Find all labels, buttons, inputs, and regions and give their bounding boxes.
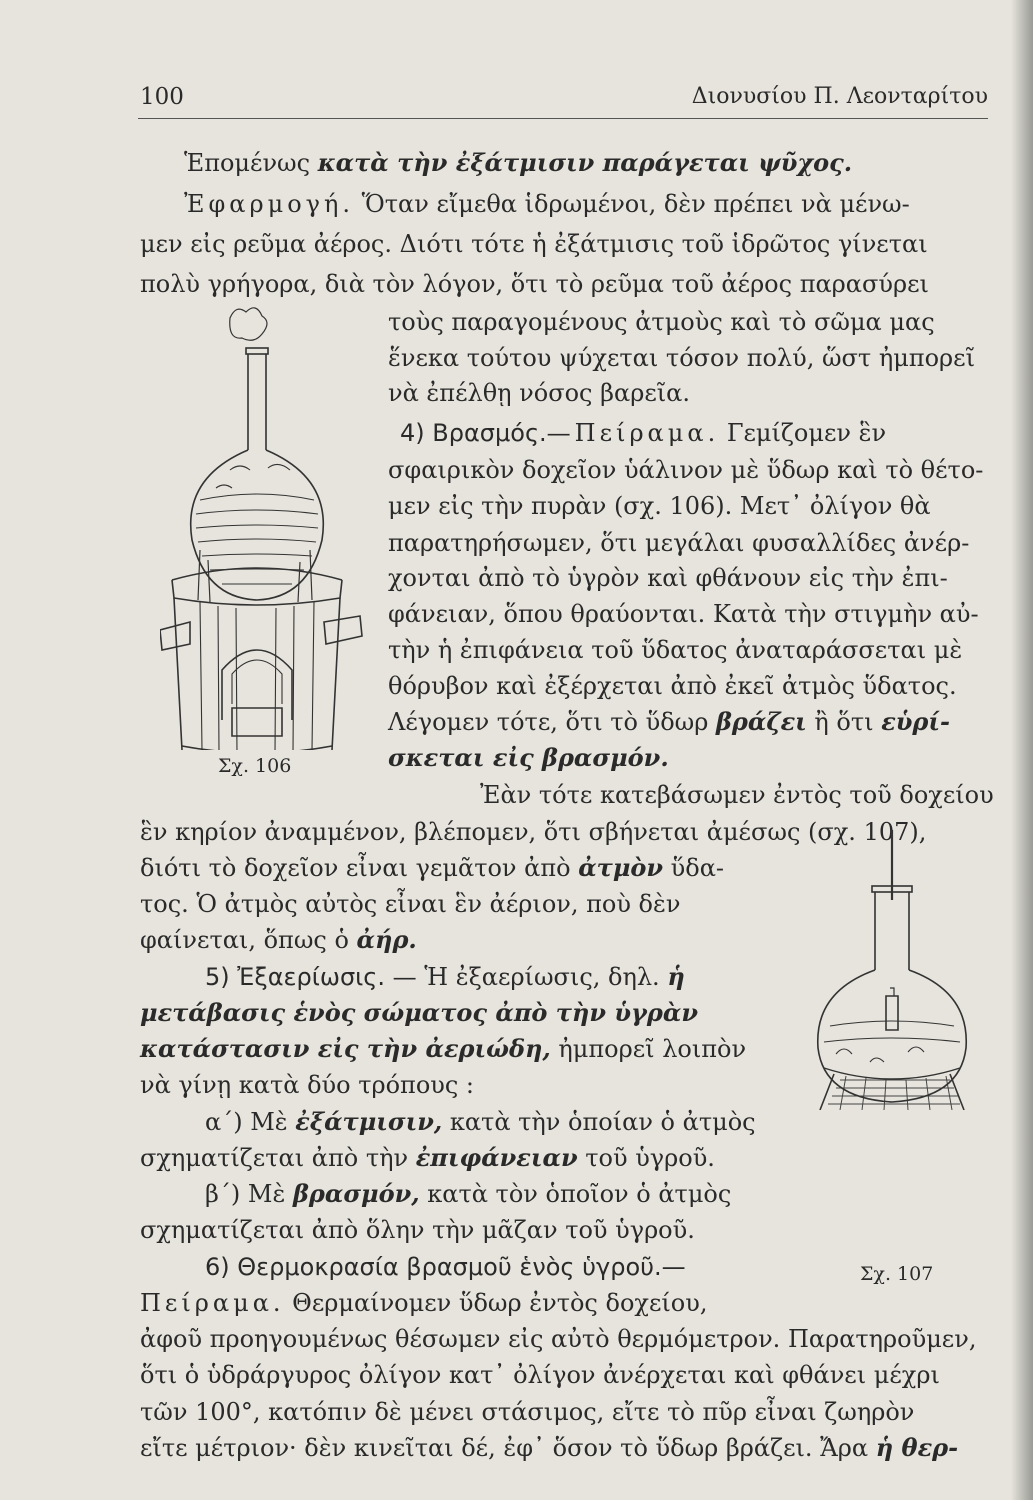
text-line: β΄) Μὲ βρασμόν, κατὰ τὸν ὁποῖον ὁ ἀτμὸς xyxy=(205,1179,732,1208)
text-line: μετάβασις ἑνὸς σώματος ἀπὸ τὴν ὑγρὰν xyxy=(140,998,698,1027)
text-line: τος. Ὁ ἀτμὸς αὐτὸς εἶναι ἓν ἀέριον, ποὺ δὲν xyxy=(140,890,681,918)
text-line: σχηματίζεται ἀπὸ τὴν ἐπιφάνειαν τοῦ ὑγροῦ. xyxy=(140,1143,715,1172)
text-line: α΄) Μὲ ἐξάτμισιν, κατὰ τὴν ὁποίαν ὁ ἀτμὸς xyxy=(205,1107,756,1136)
text-line: τοὺς παραγομένους ἀτμοὺς καὶ τὸ σῶμα μας xyxy=(388,308,935,336)
header-rule xyxy=(138,118,988,119)
running-header-author: Διονυσίου Π. Λεονταρίτου xyxy=(691,84,988,109)
text-line: 5) Ἐξαερίωσις. — Ἡ ἐξαερίωσις, δηλ. ἡ xyxy=(205,962,685,991)
text-line: ἕνεκα τούτου ψύχεται τόσον πολύ, ὥστ ἠμπορεῖ xyxy=(388,344,975,372)
text-line: Ἐφαρμογή. Ὅταν εἴμεθα ἱδρωμένοι, δὲν πρέπει νὰ μένω- xyxy=(184,190,910,218)
text-line: σκεται εἰς βρασμόν. xyxy=(388,743,669,772)
text-line: μεν εἰς τὴν πυρὰν (σχ. 106). Μετ᾽ ὀλίγον θὰ xyxy=(388,492,931,520)
text-line: τῶν 100°, κατόπιν δὲ μένει στάσιμος, εἴτε τὸ πῦρ εἶναι ζωηρὸν xyxy=(140,1398,915,1426)
text-line: 4) Βρασμός.—Πείραμα. Γεμίζομεν ἓν xyxy=(400,419,887,447)
page-edge-shadow xyxy=(1011,0,1033,1500)
figure-106-caption: Σχ. 106 xyxy=(218,755,292,777)
text-line: Πείραμα. Θερμαίνομεν ὕδωρ ἐντὸς δοχείου, xyxy=(140,1289,708,1317)
text-line: πολὺ γρήγορα, διὰ τὸν λόγον, ὅτι τὸ ρεῦμα τοῦ ἀέρος παρασύρει xyxy=(140,270,929,298)
figure-106-flask-on-brazier xyxy=(160,300,370,750)
text-line: Ἑπομένως κατὰ τὴν ἐξάτμισιν παράγεται ψῦχος. xyxy=(184,148,853,177)
text-line: Λέγομεν τότε, ὅτι τὸ ὕδωρ βράζει ἢ ὅτι εὑρί- xyxy=(388,707,950,736)
text-line: σφαιρικὸν δοχεῖον ὑάλινον μὲ ὕδωρ καὶ τὸ θέτο- xyxy=(388,456,984,484)
text-line: χονται ἀπὸ τὸ ὑγρὸν καὶ φθάνουν εἰς τὴν ἐπι- xyxy=(388,564,948,592)
text-line: κατάστασιν εἰς τὴν ἀεριώδη, ἠμπορεῖ λοιπὸν xyxy=(140,1034,747,1063)
text-line: παρατηρήσωμεν, ὅτι μεγάλαι φυσαλλίδες ἀνέρ- xyxy=(388,529,970,557)
text-line: νὰ ἐπέλθῃ νόσος βαρεῖα. xyxy=(388,379,690,407)
section-heading: 6) Θερμοκρασία βρασμοῦ ἑνὸς ὑγροῦ.— xyxy=(205,1253,686,1281)
text-line: σχηματίζεται ἀπὸ ὅλην τὴν μᾶζαν τοῦ ὑγροῦ. xyxy=(140,1216,695,1244)
text-line: εἴτε μέτριον· δὲν κινεῖται δέ, ἐφ᾽ ὅσον τὸ ὕδωρ βράζει. Ἄρα ἡ θερ- xyxy=(140,1433,959,1462)
text-line: φαίνεται, ὅπως ὁ ἀήρ. xyxy=(140,925,417,954)
text-line: θόρυβον καὶ ἐξέρχεται ἀπὸ ἐκεῖ ἀτμὸς ὕδατος. xyxy=(388,672,957,700)
figure-107-flask-with-candle xyxy=(800,830,980,1110)
text-line: τὴν ἡ ἐπιφάνεια τοῦ ὕδατος ἀναταράσσεται μὲ xyxy=(388,636,963,664)
text-line: ἓν κηρίον ἀναμμένον, βλέπομεν, ὅτι σβήνεται ἀμέσως (σχ. 107), xyxy=(140,818,927,846)
text-line: ἀφοῦ προηγουμένως θέσωμεν εἰς αὐτὸ θερμόμετρον. Παρατηροῦμεν, xyxy=(140,1325,977,1353)
text-line: νὰ γίνῃ κατὰ δύο τρόπους : xyxy=(140,1071,475,1099)
page-number: 100 xyxy=(140,84,184,110)
text-line: μεν εἰς ρεῦμα ἀέρος. Διότι τότε ἡ ἐξάτμισις τοῦ ἱδρῶτος γίνεται xyxy=(140,230,928,258)
text-line: ὅτι ὁ ὑδράργυρος ὀλίγον κατ᾽ ὀλίγον ἀνέρχεται καὶ φθάνει μέχρι xyxy=(140,1361,940,1389)
text-line: φάνειαν, ὅπου θραύονται. Κατὰ τὴν στιγμὴν αὐ- xyxy=(388,600,979,628)
figure-107-caption: Σχ. 107 xyxy=(860,1263,934,1285)
text-line: διότι τὸ δοχεῖον εἶναι γεμᾶτον ἀπὸ ἀτμὸν ὕδα- xyxy=(140,853,725,882)
text-line: Ἐὰν τότε κατεβάσωμεν ἐντὸς τοῦ δοχείου xyxy=(480,781,994,809)
